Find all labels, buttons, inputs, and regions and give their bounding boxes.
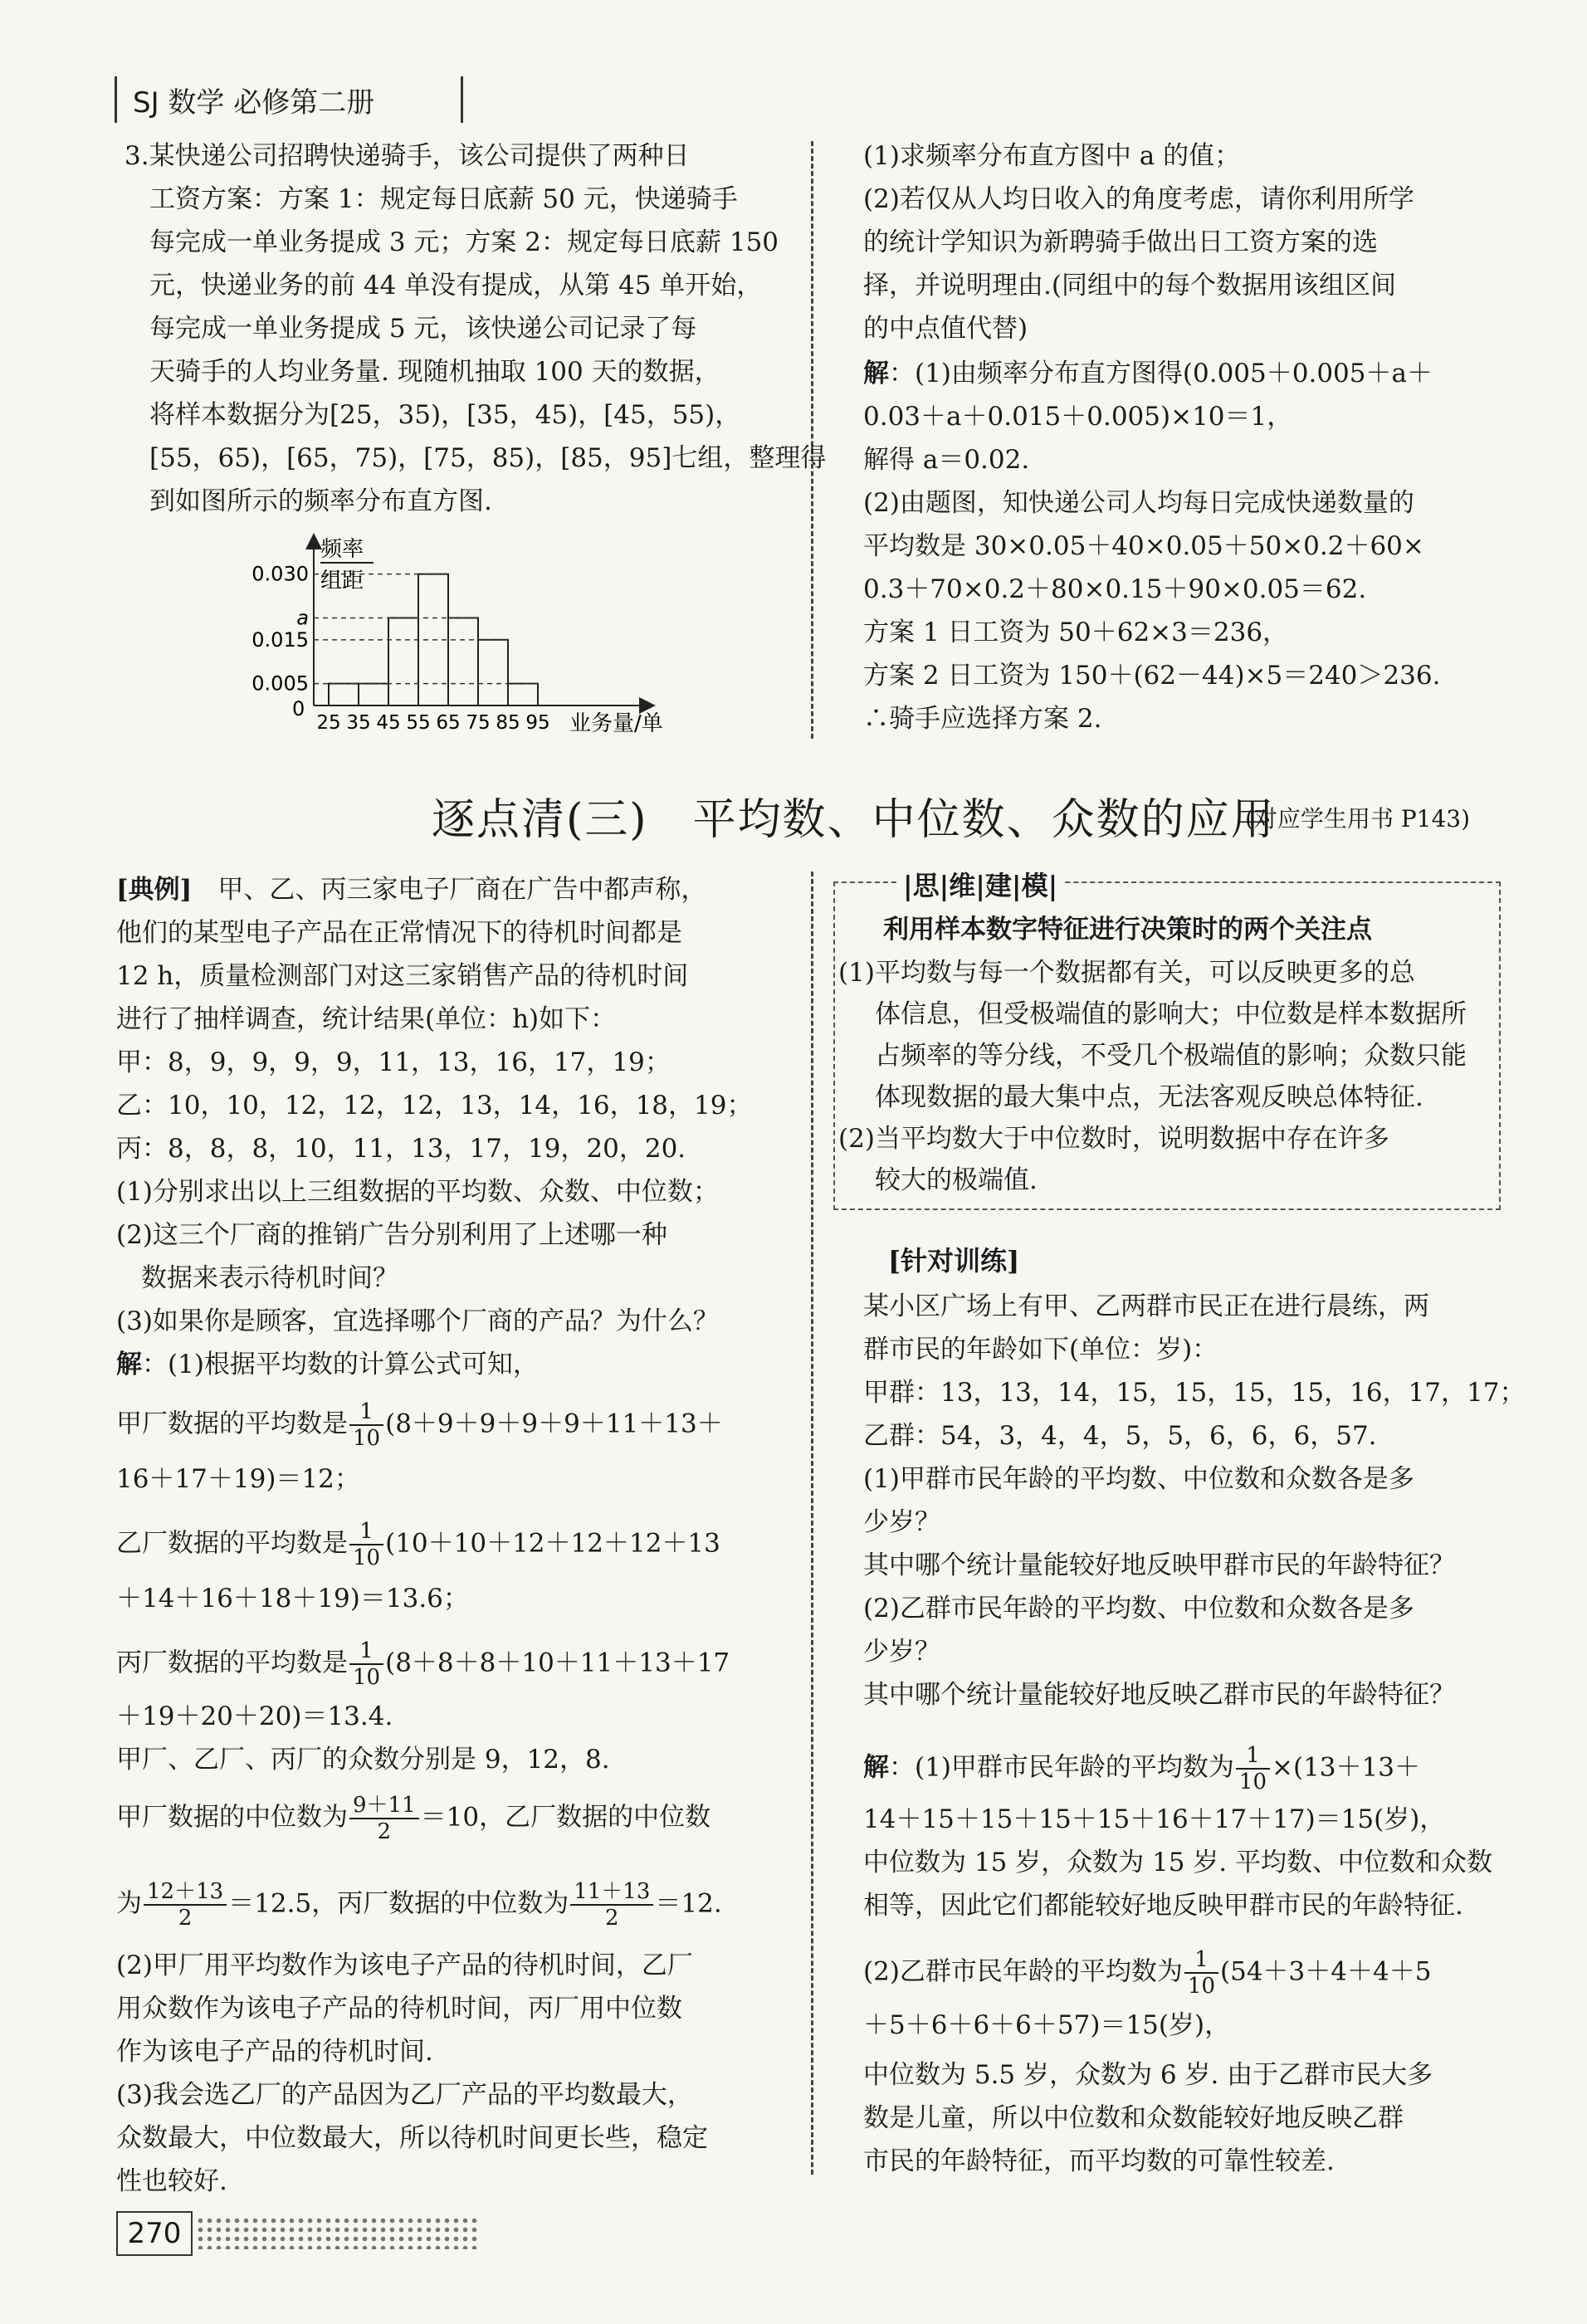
question-line: (1)求频率分布直方图中 a 的值； bbox=[863, 141, 1241, 171]
histogram-bar bbox=[448, 618, 478, 706]
fraction-numerator: 1 bbox=[349, 1399, 383, 1426]
solution-line: 作为该电子产品的待机时间. bbox=[116, 2037, 433, 2067]
y-tick-label: 0.030 bbox=[251, 562, 309, 586]
solution-line: 14＋15＋15＋15＋15＋16＋17＋17)＝15(岁)， bbox=[863, 1804, 1446, 1834]
solution-line: 中位数为 15 岁，众数为 15 岁. 平均数、中位数和众数 bbox=[863, 1848, 1493, 1877]
fraction-numerator: 12＋13 bbox=[144, 1879, 227, 1906]
solution-text: ＝12. bbox=[655, 1888, 722, 1919]
question-line: 择，并说明理由.(同组中的每个数据用该组区间 bbox=[863, 271, 1396, 300]
fraction-denominator: 2 bbox=[377, 1819, 392, 1844]
thinking-line: 占频率的等分线，不受几个极端值的影响；众数只能 bbox=[875, 1041, 1467, 1071]
solution-line: 方案 1 日工资为 50＋62×3＝236， bbox=[863, 618, 1289, 647]
fraction-numerator: 1 bbox=[349, 1519, 383, 1545]
fraction bbox=[349, 1793, 419, 1844]
example-line: (1)分别求出以上三组数据的平均数、众数、中位数； bbox=[116, 1177, 719, 1207]
solution-text: ＝12.5，丙厂数据的中位数为 bbox=[228, 1888, 569, 1919]
histogram-bar bbox=[478, 640, 508, 706]
fraction bbox=[1184, 1947, 1218, 1999]
training-line: 甲群：13，13，14，15，15，15，15，16，17，17； bbox=[863, 1378, 1526, 1408]
fraction-numerator: 1 bbox=[1236, 1743, 1270, 1770]
thinking-line: (2)当平均数大于中位数时，说明数据中存在许多 bbox=[838, 1124, 1389, 1154]
jia-mean-line bbox=[116, 1399, 723, 1451]
solution-line: 众数最大，中位数最大，所以待机时间更长些，稳定 bbox=[116, 2123, 708, 2153]
fraction-denominator: 2 bbox=[178, 1906, 193, 1931]
question-line: 的统计学知识为新聘骑手做出日工资方案的选 bbox=[863, 227, 1378, 257]
fraction bbox=[570, 1879, 653, 1931]
fraction-denominator: 10 bbox=[353, 1665, 381, 1690]
x-tick-label: 25 bbox=[316, 712, 341, 734]
training-line: 乙群：54，3，4，4，5，5，6，6，6，57. bbox=[863, 1421, 1377, 1451]
question-line: (2)若仅从人均日收入的角度考虑，请你利用所学 bbox=[863, 184, 1414, 214]
thinking-model-tag: |思|维|建|模| bbox=[896, 865, 1064, 903]
footer-dot-pattern bbox=[196, 2216, 478, 2249]
example-line: 数据来表示待机时间？ bbox=[141, 1263, 398, 1293]
thinking-line: 体现数据的最大集中点，无法客观反映总体特征. bbox=[875, 1082, 1423, 1112]
solution-text: ：(1)根据平均数的计算公式可知， bbox=[142, 1350, 539, 1379]
problem-3-line: 工资方案：方案 1：规定每日底薪 50 元，快递骑手 bbox=[149, 184, 738, 214]
example-solution-label: 解 bbox=[116, 1350, 142, 1379]
problem-3-line: 每完成一单业务提成 5 元，该快递公司记录了每 bbox=[149, 314, 697, 344]
solution-label: 解 bbox=[863, 359, 889, 388]
solution-line: 0.03＋a＋0.015＋0.005)×10＝1， bbox=[863, 402, 1293, 432]
problem-3-line: 将样本数据分为[25，35)，[35，45)，[45，55)， bbox=[149, 400, 741, 430]
problem-3-line: 天骑手的人均业务量. 现随机抽取 100 天的数据， bbox=[149, 357, 720, 387]
fraction-denominator: 10 bbox=[1238, 1770, 1267, 1794]
example-line: 他们的某型电子产品在正常情况下的待机时间都是 bbox=[116, 918, 682, 948]
solution-text: 为 bbox=[116, 1888, 142, 1919]
fraction-numerator: 1 bbox=[349, 1638, 383, 1665]
solution-line: 中位数为 5.5 岁，众数为 6 岁. 由于乙群市民大多 bbox=[863, 2060, 1433, 2090]
y-label-top: 频率 bbox=[320, 537, 364, 562]
section-title: 逐点清(三) 平均数、中位数、众数的应用 bbox=[432, 795, 1276, 845]
solution-line: ＋14＋16＋18＋19)＝13.6； bbox=[116, 1584, 469, 1614]
x-axis-label: 业务量/单 bbox=[569, 711, 663, 736]
solution-line: 平均数是 30×0.05＋40×0.05＋50×0.2＋60× bbox=[863, 531, 1424, 561]
training-line: 某小区广场上有甲、乙两群市民正在进行晨练，两 bbox=[863, 1291, 1429, 1321]
solution-line: ＋19＋20＋20)＝13.4. bbox=[116, 1702, 393, 1731]
x-tick-label: 35 bbox=[346, 712, 371, 734]
median-line-2 bbox=[116, 1879, 722, 1931]
solution-line: 相等，因此它们都能较好地反映甲群市民的年龄特征. bbox=[863, 1891, 1463, 1921]
question-line: 的中点值代替) bbox=[863, 314, 1028, 344]
fraction bbox=[349, 1638, 383, 1690]
y-tick-label: a bbox=[296, 606, 309, 630]
solution-line: 方案 2 日工资为 150＋(62－44)×5＝240＞236. bbox=[863, 661, 1441, 691]
training-tag: [针对训练] bbox=[888, 1245, 1020, 1277]
fraction bbox=[349, 1399, 383, 1451]
histogram-bar bbox=[359, 684, 388, 706]
fraction bbox=[144, 1879, 227, 1931]
histogram-bar bbox=[329, 684, 359, 706]
x-tick-label: 45 bbox=[376, 712, 401, 734]
x-tick-label: 75 bbox=[466, 712, 491, 734]
example-solution-line bbox=[116, 1346, 539, 1383]
header-right-rule bbox=[461, 76, 463, 123]
training-line: (1)甲群市民年龄的平均数、中位数和众数各是多 bbox=[863, 1464, 1414, 1494]
solution-line: ＋5＋6＋6＋6＋57)＝15(岁)， bbox=[863, 2010, 1231, 2040]
solution-text: 甲厂数据的中位数为 bbox=[116, 1802, 348, 1833]
example-line: 丙：8，8，8，10，11，13，17，19，20，20. bbox=[116, 1134, 686, 1164]
solution-text: (54＋3＋4＋4＋5 bbox=[1220, 1956, 1432, 1987]
solution-line: (3)我会选乙厂的产品因为乙厂产品的平均数最大， bbox=[116, 2080, 693, 2110]
problem-3-line: 3.某快递公司招聘快递骑手，该公司提供了两种日 bbox=[125, 141, 690, 171]
thinking-line: (1)平均数与每一个数据都有关，可以反映更多的总 bbox=[838, 958, 1415, 988]
x-tick-label: 85 bbox=[496, 712, 520, 734]
training-line: 群市民的年龄如下(单位：岁)： bbox=[863, 1335, 1218, 1365]
training-solution-label: 解 bbox=[863, 1752, 889, 1783]
header-left-rule bbox=[115, 76, 117, 123]
x-tick-label: 95 bbox=[525, 712, 550, 734]
solution-line: 性也较好. bbox=[116, 2166, 227, 2196]
example-tag: [典例] bbox=[116, 875, 193, 905]
fraction-denominator: 10 bbox=[1187, 1974, 1216, 1999]
training-line: 少岁？ bbox=[863, 1637, 940, 1667]
solution-text: ＝10，乙厂数据的中位数 bbox=[420, 1802, 711, 1833]
training-solution-line bbox=[863, 1743, 1420, 1794]
example-line: (3)如果你是顾客，宜选择哪个厂商的产品？为什么？ bbox=[116, 1306, 719, 1336]
solution-line: 0.3＋70×0.2＋80×0.15＋90×0.05＝62. bbox=[863, 574, 1367, 604]
problem-3-line: [55，65)，[65，75)，[75，85)，[85，95]七组，整理得 bbox=[149, 443, 827, 473]
solution-line bbox=[863, 355, 1433, 392]
training-line: 少岁？ bbox=[863, 1507, 940, 1537]
fraction-numerator: 1 bbox=[1184, 1947, 1218, 1974]
solution-line: ∴骑手应选择方案 2. bbox=[863, 704, 1102, 734]
thinking-line: 体信息，但受极端值的影响大；中位数是样本数据所 bbox=[875, 999, 1467, 1029]
solution-text: ：(1)甲群市民年龄的平均数为 bbox=[889, 1752, 1234, 1783]
y-label-bottom: 组距 bbox=[320, 569, 364, 593]
column-divider-bottom bbox=[811, 872, 813, 2175]
training-line: 其中哪个统计量能较好地反映甲群市民的年龄特征？ bbox=[863, 1550, 1455, 1580]
solution-text: (8＋8＋8＋10＋11＋13＋17 bbox=[385, 1648, 730, 1678]
y-tick-label: 0.015 bbox=[251, 627, 309, 652]
problem-3-line: 元，快递业务的前 44 单没有提成，从第 45 单开始， bbox=[149, 271, 763, 300]
solution-text: ×(13＋13＋ bbox=[1272, 1752, 1420, 1783]
solution-line: 16＋17＋19)＝12； bbox=[116, 1464, 360, 1494]
fraction bbox=[1236, 1743, 1270, 1794]
training-line: 其中哪个统计量能较好地反映乙群市民的年龄特征？ bbox=[863, 1680, 1455, 1710]
fraction bbox=[349, 1519, 383, 1570]
solution-line: 甲厂、乙厂、丙厂的众数分别是 9，12，8. bbox=[116, 1745, 610, 1775]
solution-line: (2)甲厂用平均数作为该电子产品的待机时间，乙厂 bbox=[116, 1950, 693, 1980]
solution-line: (2)由题图，知快递公司人均每日完成快递数量的 bbox=[863, 488, 1414, 518]
solution-line: 解得 a＝0.02. bbox=[863, 445, 1030, 475]
histogram-bar bbox=[508, 684, 538, 706]
solution-line: 市民的年龄特征，而平均数的可靠性较差. bbox=[863, 2146, 1335, 2176]
problem-3-line: 到如图所示的频率分布直方图. bbox=[149, 486, 492, 516]
solution-text: (10＋10＋12＋12＋12＋13 bbox=[385, 1528, 720, 1559]
yi-mean-line bbox=[116, 1519, 720, 1570]
thinking-line: 较大的极端值. bbox=[875, 1165, 1038, 1195]
solution-text: ：(1)由频率分布直方图得(0.005＋0.005＋a＋ bbox=[889, 359, 1433, 388]
y-tick-label: 0.005 bbox=[251, 671, 309, 696]
solution-line: 用众数作为该电子产品的待机时间，丙厂用中位数 bbox=[116, 1994, 682, 2024]
training-line: (2)乙群市民年龄的平均数、中位数和众数各是多 bbox=[863, 1594, 1414, 1623]
median-line bbox=[116, 1793, 710, 1844]
fraction-denominator: 10 bbox=[353, 1426, 381, 1451]
problem-3-line: 每完成一单业务提成 3 元；方案 2：规定每日底薪 150 bbox=[149, 227, 779, 257]
solution-text: (2)乙群市民年龄的平均数为 bbox=[863, 1956, 1183, 1987]
fraction-numerator: 9＋11 bbox=[349, 1793, 419, 1819]
example-line: 12 h，质量检测部门对这三家销售产品的待机时间 bbox=[116, 961, 689, 991]
histogram-chart bbox=[241, 531, 706, 747]
example-line: 甲：8，9，9，9，9，11，13，16，17，19； bbox=[116, 1047, 671, 1077]
section-reference: (对应学生用书 P143) bbox=[1245, 805, 1471, 832]
x-tick-label: 65 bbox=[436, 712, 461, 734]
example-text: 甲、乙、丙三家电子厂商在广告中都声称， bbox=[217, 875, 707, 905]
solution-text: 丙厂数据的平均数是 bbox=[116, 1648, 348, 1678]
example-line: (2)这三个厂商的推销广告分别利用了上述哪一种 bbox=[116, 1220, 667, 1250]
solution-line: 数是儿童，所以中位数和众数能较好地反映乙群 bbox=[863, 2103, 1404, 2133]
example-line: 进行了抽样调查，统计结果(单位：h)如下： bbox=[116, 1004, 617, 1034]
running-header: SJ 数学 必修第二册 bbox=[133, 86, 375, 120]
bing-mean-line bbox=[116, 1638, 730, 1690]
x-tick-label: 55 bbox=[406, 712, 431, 734]
fraction-denominator: 2 bbox=[605, 1906, 619, 1931]
example-line: 乙：10，10，12，12，12，13，14，16，18，19； bbox=[116, 1091, 753, 1120]
training-solution-2-line bbox=[863, 1947, 1431, 1999]
histogram-bar bbox=[388, 618, 418, 706]
solution-text: 甲厂数据的平均数是 bbox=[116, 1409, 348, 1439]
fraction-numerator: 11＋13 bbox=[570, 1879, 653, 1906]
origin-label: 0 bbox=[292, 697, 305, 720]
solution-text: 乙厂数据的平均数是 bbox=[116, 1528, 348, 1559]
solution-text: (8＋9＋9＋9＋9＋11＋13＋ bbox=[385, 1409, 723, 1439]
page-number: 270 bbox=[116, 2211, 193, 2256]
thinking-model-title: 利用样本数字特征进行决策时的两个关注点 bbox=[883, 915, 1372, 945]
example-line bbox=[116, 872, 706, 908]
fraction-denominator: 10 bbox=[353, 1545, 381, 1570]
